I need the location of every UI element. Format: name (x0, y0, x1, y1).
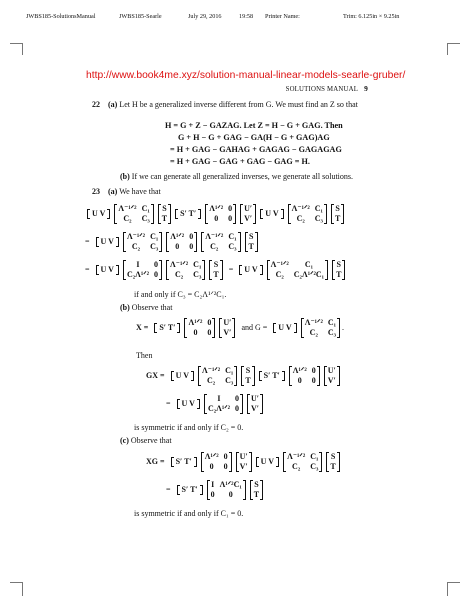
matrix: U′ V′ (324, 366, 340, 386)
part-label: (a) (108, 187, 118, 196)
then-text: Then (136, 351, 153, 360)
row-vector: S′ T′ (177, 485, 203, 495)
source-link[interactable]: http://www.book4me.xyz/solution-manual-linear-models-searle-gruber/ (86, 70, 406, 81)
equals-sign: = (85, 237, 90, 246)
part-label: (b) (120, 303, 130, 312)
row-vector: U V (87, 209, 110, 219)
problem-23-c (120, 437, 172, 445)
part-label: (a) (108, 100, 118, 109)
crop-mark (22, 582, 23, 596)
matrix: S T (326, 452, 339, 472)
condition-text: is symmetric if and only if C₂ = 0. (134, 423, 244, 432)
problem-text: Observe that (130, 436, 172, 445)
matrix: Λ⁻¹ᐟ² C₁ C₂ C₃ (288, 204, 327, 224)
matrix: Λ⁻¹ᐟ² C₁ C₂ C₃ (283, 452, 322, 472)
lhs-label: GX = (146, 371, 165, 380)
crop-mark (10, 582, 22, 583)
matrix: S T (158, 204, 171, 224)
header-time: 19:58 (239, 13, 254, 20)
problem-number: 23 (92, 187, 100, 196)
problem-23-a (92, 188, 161, 196)
condition-text: if and only if C₃ = C₂Λ¹ᐟ²C₁. (134, 290, 227, 299)
crop-mark (447, 43, 448, 55)
problem-23-b (120, 304, 172, 312)
crop-mark (10, 43, 22, 44)
crop-mark (448, 43, 460, 44)
matrix: Λ¹ᐟ² 0 0 0 (289, 366, 320, 386)
running-head (286, 84, 368, 93)
row-vector: U V (239, 265, 262, 275)
matrix: U′ V′ (219, 318, 235, 338)
problem-text: If we can generate all generalized inverses, we generate all solutions. (131, 172, 354, 181)
matrix: Λ⁻¹ᐟ² C₁ C₂ C₃ (166, 260, 205, 280)
matrix: U′ V′ (247, 394, 263, 414)
equation-line: = H + GAG − GAHAG + GAGAG − GAGAGAG (170, 145, 342, 154)
matrix: S T (331, 204, 344, 224)
matrix: Λ¹ᐟ² 0 0 0 (205, 204, 236, 224)
part-label: (b) (120, 172, 130, 181)
row-vector: U V (96, 237, 119, 247)
matrix: U′ V′ (240, 204, 256, 224)
header-book: JWBS185-Searle (119, 13, 162, 20)
math-row (85, 260, 347, 280)
equals-sign: = (166, 485, 171, 494)
math-row (146, 452, 342, 472)
matrix: Λ⁻¹ᐟ² C₁ C₂ C₃ (198, 366, 237, 386)
part-label: (c) (120, 436, 129, 445)
matrix: S T (332, 260, 345, 280)
header-date: July 29, 2016 (188, 13, 222, 20)
lhs-label: XG = (146, 457, 165, 466)
header-job: JWBS185-SolutionsManual (26, 13, 96, 20)
condition-text: is symmetric if and only if C₁ = 0. (134, 509, 244, 518)
header-printer: Printer Name: (265, 13, 300, 20)
matrix: Λ¹ᐟ² 0 0 0 (201, 452, 232, 472)
crop-mark (448, 582, 460, 583)
problem-22-b (120, 173, 353, 181)
math-row: X = S′ T′ Λ¹ᐟ² 0 0 0 U′ V′ and G = U V Λ⁻¹ᐟ² C₁ C₂ C₃ . (136, 318, 345, 337)
row-vector: U V (96, 265, 119, 275)
row-vector: S′ T′ (154, 323, 180, 333)
matrix: Λ⁻¹ᐟ² C₁ C₂ C₂Λ¹ᐟ²C₁ (267, 260, 328, 280)
row-vector: U V (177, 399, 200, 409)
equation-line: H = G + Z − GAZAG. Let Z = H − G + GAG. Then (165, 121, 343, 130)
matrix: Λ⁻¹ᐟ² C₁ C₂ C₃ (114, 204, 153, 224)
problem-text: We have that (119, 187, 161, 196)
matrix: U′ V′ (236, 452, 252, 472)
math-row (146, 366, 342, 386)
row-vector: U V (171, 371, 194, 381)
problem-number: 22 (92, 100, 100, 109)
row-vector: S′ T′ (171, 457, 197, 467)
matrix: Λ¹ᐟ² 0 0 0 (184, 318, 215, 338)
problem-text: Let H be a generalized inverse different from G. We must find an Z so that (119, 100, 358, 109)
matrix: S T (209, 260, 222, 280)
page-number: 9 (364, 84, 368, 93)
equation-line: = H + GAG − GAG + GAG − GAG = H. (170, 157, 310, 166)
matrix: Λ⁻¹ᐟ² C₁ C₂ C₃ (201, 232, 240, 252)
crop-mark (447, 582, 448, 596)
problem-text: Observe that (131, 303, 173, 312)
math-row (166, 394, 265, 414)
matrix: I 0 C₂Λ¹ᐟ² 0 (204, 394, 243, 414)
problem-22-a (92, 101, 358, 109)
row-vector: U V (273, 323, 296, 333)
math-row (166, 480, 265, 500)
matrix: I Λ¹ᐟ²C₁ 0 0 (207, 480, 246, 500)
running-title: SOLUTIONS MANUAL (285, 86, 359, 93)
matrix: S T (245, 232, 258, 252)
math-row (85, 204, 346, 224)
matrix: Λ⁻¹ᐟ² C₁ C₂ C₃ (301, 318, 340, 338)
equation-line: G + H − G + GAG − GA(H − G + GAG)AG (178, 133, 330, 142)
row-vector: S′ T′ (175, 209, 201, 219)
row-vector: U V (256, 457, 279, 467)
matrix: Λ⁻¹ᐟ² C₁ C₂ C₃ (123, 232, 162, 252)
row-vector: S′ T′ (259, 371, 285, 381)
lhs-label: X = (136, 323, 149, 332)
equals-sign: = (166, 399, 171, 408)
header-trim: Trim: 6.125in × 9.25in (343, 13, 400, 20)
row-vector: U V (260, 209, 283, 219)
matrix: Λ¹ᐟ² 0 0 0 (166, 232, 197, 252)
equals-sign: = (85, 265, 90, 274)
matrix: I 0 C₂Λ¹ᐟ² 0 (123, 260, 162, 280)
matrix: S T (241, 366, 254, 386)
equals-sign: = (228, 265, 234, 274)
math-row (85, 232, 260, 252)
matrix: S T (250, 480, 263, 500)
connector-text: and G = (241, 323, 268, 332)
crop-mark (22, 43, 23, 55)
